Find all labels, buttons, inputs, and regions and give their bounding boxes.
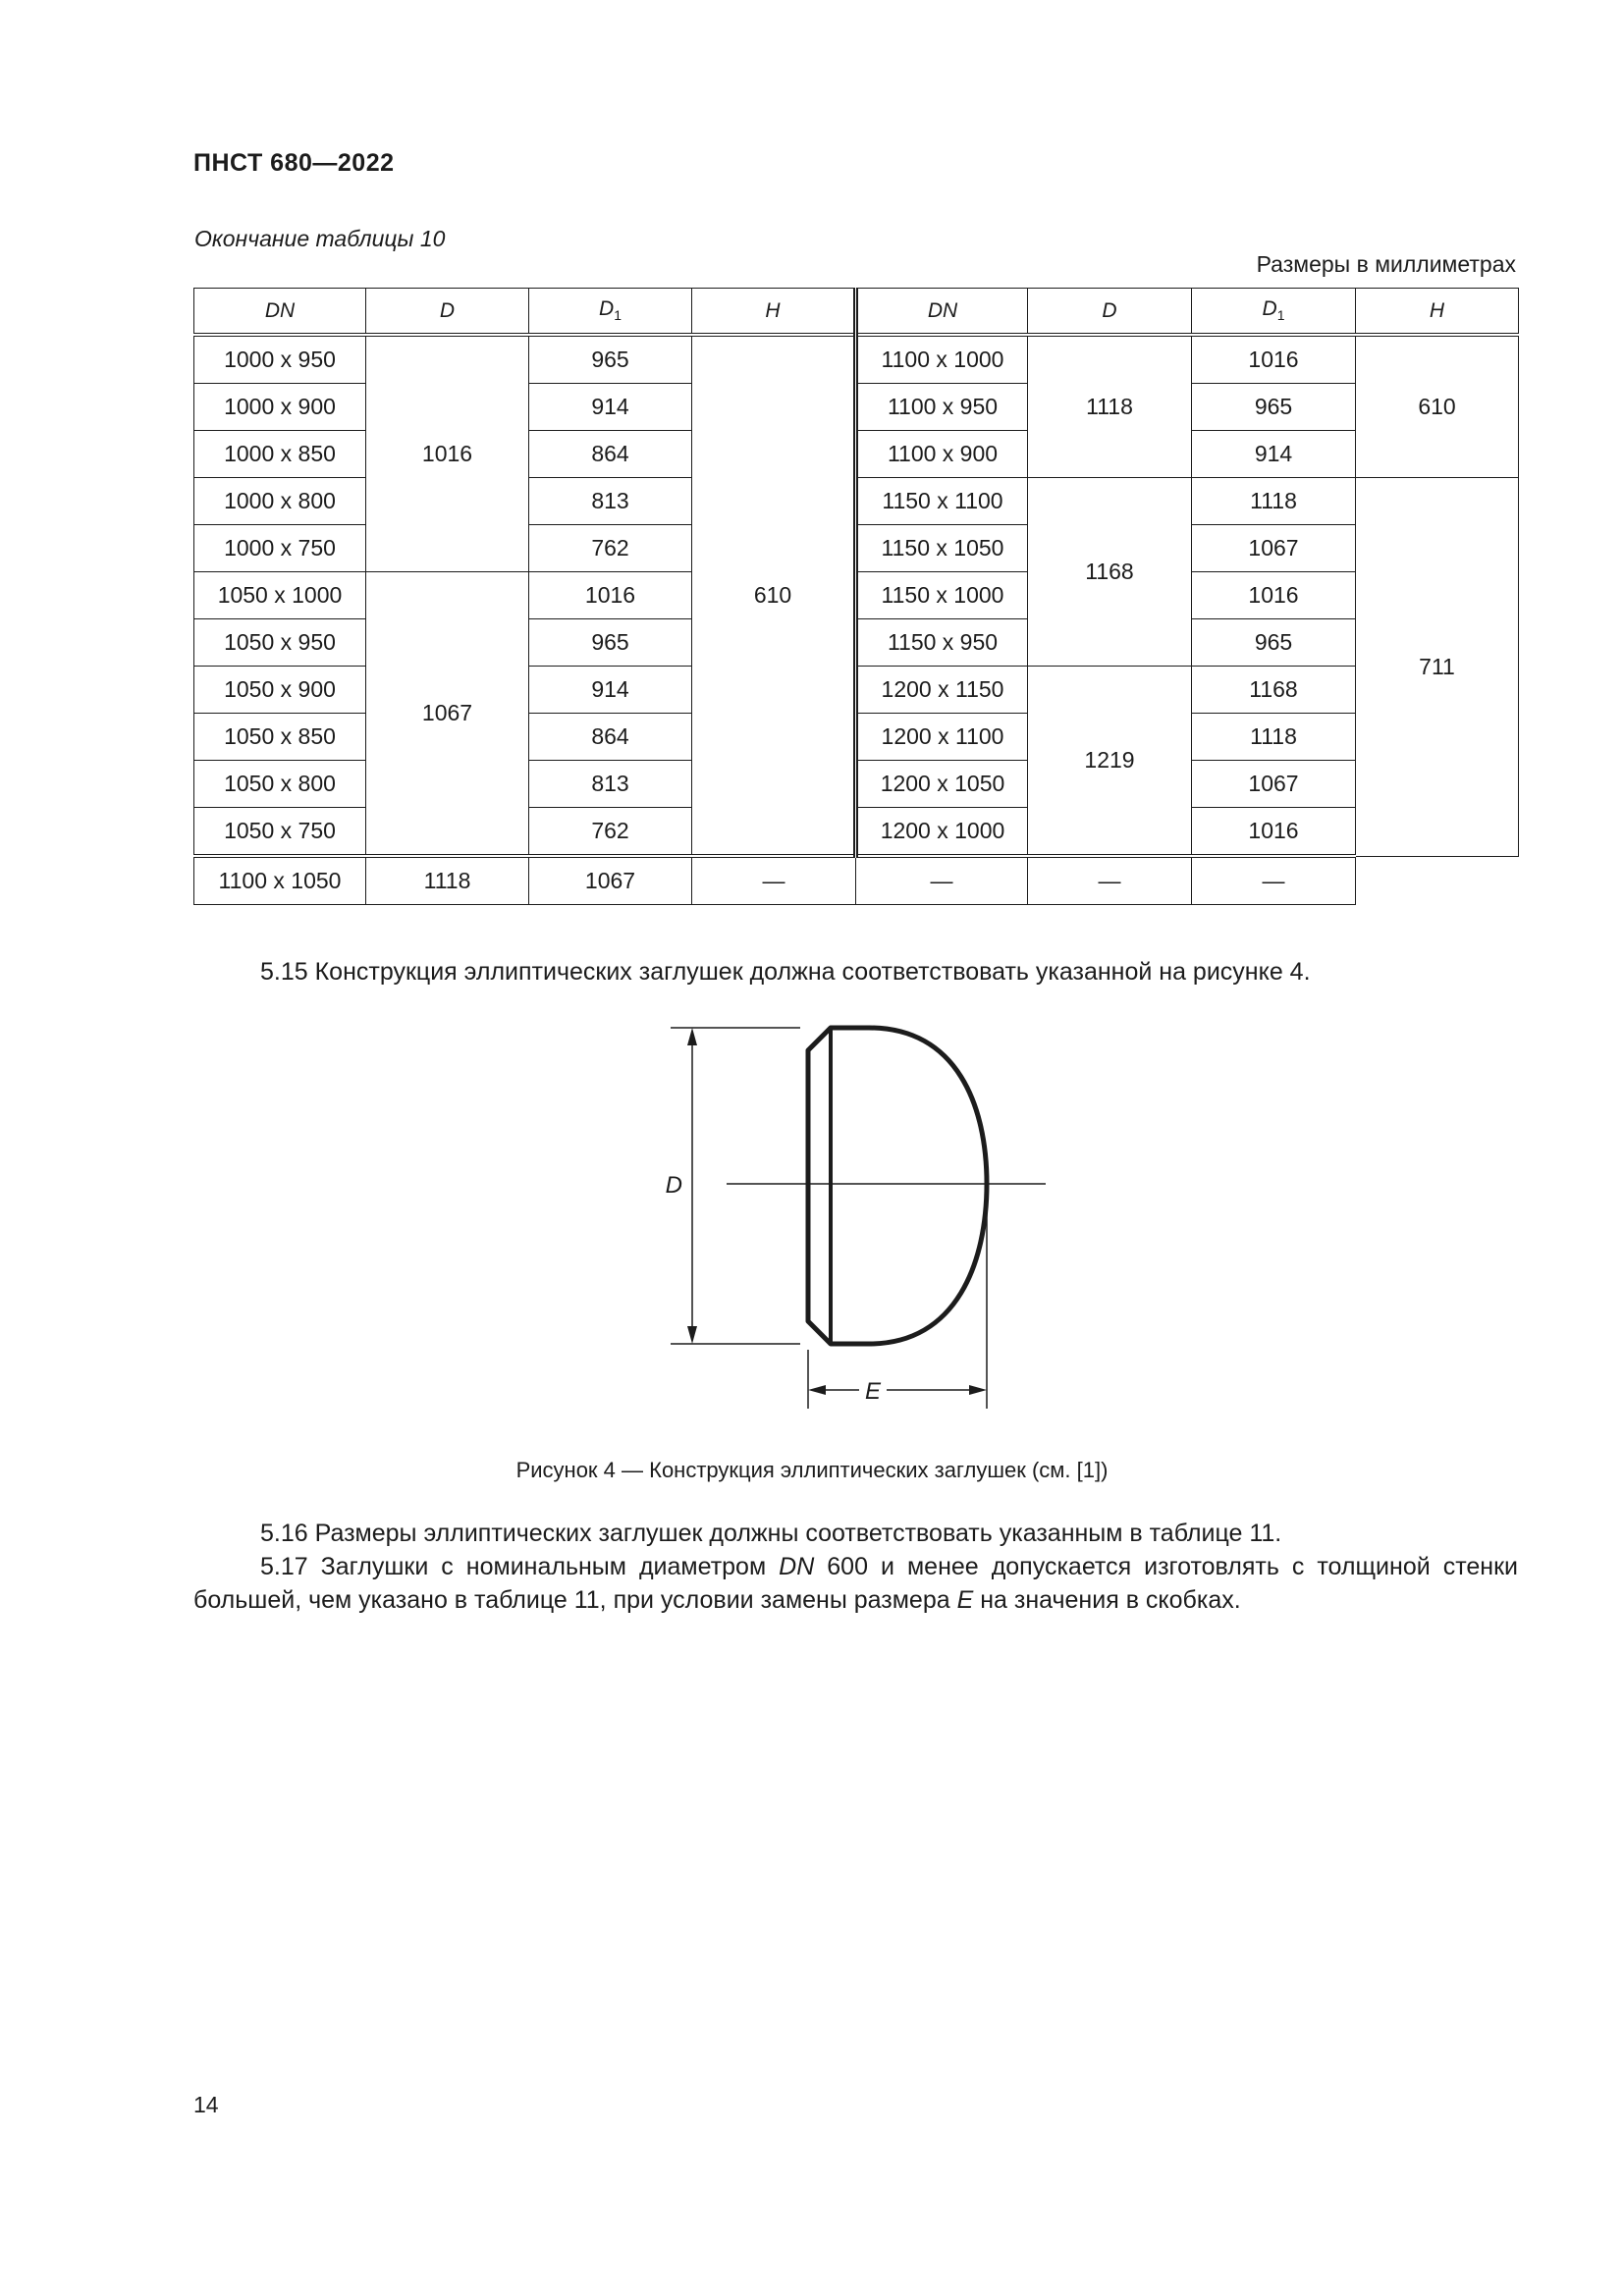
document-id: ПНСТ 680—2022: [193, 149, 395, 177]
cell-d1-right: 1067: [1192, 761, 1356, 808]
table-row: [194, 335, 1519, 384]
cell-dn: 1050 x 950: [194, 619, 366, 667]
cell-h: 610: [692, 335, 856, 856]
paragraph-5-17: [193, 1550, 1518, 1617]
cell-d: 1118: [366, 856, 529, 905]
col-header-dn: DN: [194, 289, 366, 336]
cell-dn-right: —: [692, 856, 856, 905]
cell-d1: 1016: [529, 572, 692, 619]
cell-h-right: 711: [1356, 478, 1519, 857]
cell-d1: 914: [529, 384, 692, 431]
cell-dn: 1050 x 900: [194, 667, 366, 714]
cell-d1-right: 965: [1192, 384, 1356, 431]
cell-d1-right: 1067: [1192, 525, 1356, 572]
label-d: D: [665, 1172, 682, 1199]
table-header-row: [194, 289, 1519, 336]
paragraph-5-15: 5.15 Конструкция эллиптических заглушек должна соответствовать указанной на рисунке 4.: [260, 958, 1311, 986]
arrow-up-icon: [687, 1028, 697, 1045]
cell-d1: 965: [529, 619, 692, 667]
cell-dn-right: 1150 x 1050: [856, 525, 1028, 572]
col-header-d1-right: $D_1$: [1192, 289, 1356, 336]
cell-d1: 864: [529, 431, 692, 478]
cell-d1-right: 965: [1192, 619, 1356, 667]
cell-d1: 914: [529, 667, 692, 714]
cell-d-right: —: [856, 856, 1028, 905]
cell-d1: 762: [529, 525, 692, 572]
paragraph-5-16: 5.16 Размеры эллиптических заглушек должны соответствовать указанным в таблице 11.: [260, 1520, 1282, 1547]
paragraph-5-17-part-b: 600 и менее допускается изготовлять с толщиной стенки большей, чем указано в таблице 11, при условии замены размера: [193, 1553, 1518, 1614]
arrow-down-icon: [687, 1326, 697, 1344]
figure-elliptical-cap: [663, 1016, 1056, 1414]
cell-d1: 864: [529, 714, 692, 761]
cell-dn-right: 1150 x 1000: [856, 572, 1028, 619]
cell-h-right: —: [1192, 856, 1356, 905]
cell-dn-right: 1200 x 1150: [856, 667, 1028, 714]
cell-dn-right: 1200 x 1050: [856, 761, 1028, 808]
col-header-d-right: D: [1028, 289, 1192, 336]
cell-d-right: 1168: [1028, 478, 1192, 667]
col-header-d1: $D_1$: [529, 289, 692, 336]
cell-d1-right: 1168: [1192, 667, 1356, 714]
col-header-d: D: [366, 289, 529, 336]
cell-d-right: 1219: [1028, 667, 1192, 857]
cell-dn: 1000 x 800: [194, 478, 366, 525]
cap-outline: [808, 1028, 987, 1344]
cell-d1-right: 1118: [1192, 478, 1356, 525]
cell-d-right: 1118: [1028, 335, 1192, 478]
cell-d1: 813: [529, 761, 692, 808]
table-units: Размеры в миллиметрах: [1256, 251, 1516, 277]
figure-caption: Рисунок 4 — Конструкция эллиптических заглушек (см. [1]): [515, 1458, 1109, 1482]
arrow-left-icon: [808, 1385, 826, 1395]
cell-dn-right: 1100 x 950: [856, 384, 1028, 431]
cell-d1-right: 1016: [1192, 572, 1356, 619]
arrow-right-icon: [969, 1385, 987, 1395]
cell-d: 1067: [366, 572, 529, 857]
cell-d1-right: 1016: [1192, 335, 1356, 384]
cell-dn: 1000 x 950: [194, 335, 366, 384]
cell-dn-right: 1100 x 1000: [856, 335, 1028, 384]
cell-dn: 1050 x 750: [194, 808, 366, 857]
cell-d1-right: 914: [1192, 431, 1356, 478]
table-row: [194, 856, 1519, 905]
cell-dn-right: 1200 x 1100: [856, 714, 1028, 761]
col-header-dn-right: DN: [856, 289, 1028, 336]
cell-d: 1016: [366, 335, 529, 572]
paragraph-5-17-part-a: 5.17 Заглушки с номинальным диаметром: [260, 1553, 780, 1580]
cell-dn: 1000 x 750: [194, 525, 366, 572]
cell-dn: 1050 x 850: [194, 714, 366, 761]
col-header-h: H: [692, 289, 856, 336]
paragraph-5-17-dn: DN: [779, 1553, 815, 1580]
elliptical-cap-drawing: [663, 1016, 1056, 1414]
cell-d1: 813: [529, 478, 692, 525]
cell-dn-right: 1100 x 900: [856, 431, 1028, 478]
cell-dn: 1000 x 850: [194, 431, 366, 478]
table-row: [194, 572, 1519, 619]
cell-d1-right: —: [1028, 856, 1192, 905]
label-e: E: [864, 1378, 882, 1405]
cell-h-right: 610: [1356, 335, 1519, 478]
col-header-h-right: H: [1356, 289, 1519, 336]
dimensions-table: [193, 288, 1519, 905]
cell-d1: 762: [529, 808, 692, 857]
cell-d1: 965: [529, 335, 692, 384]
cell-dn: 1050 x 800: [194, 761, 366, 808]
paragraph-5-17-part-c: на значения в скобках.: [973, 1586, 1241, 1614]
cell-d1-right: 1118: [1192, 714, 1356, 761]
cell-dn: 1050 x 1000: [194, 572, 366, 619]
page-number: 14: [193, 2092, 219, 2117]
cell-dn-right: 1200 x 1000: [856, 808, 1028, 857]
cell-dn: 1000 x 900: [194, 384, 366, 431]
paragraph-5-17-e: E: [956, 1586, 974, 1614]
cell-dn-right: 1150 x 950: [856, 619, 1028, 667]
cell-d1-right: 1016: [1192, 808, 1356, 857]
table-caption: Окончание таблицы 10: [194, 226, 446, 251]
cell-d1: 1067: [529, 856, 692, 905]
cell-dn-right: 1150 x 1100: [856, 478, 1028, 525]
cell-dn: 1100 x 1050: [194, 856, 366, 905]
